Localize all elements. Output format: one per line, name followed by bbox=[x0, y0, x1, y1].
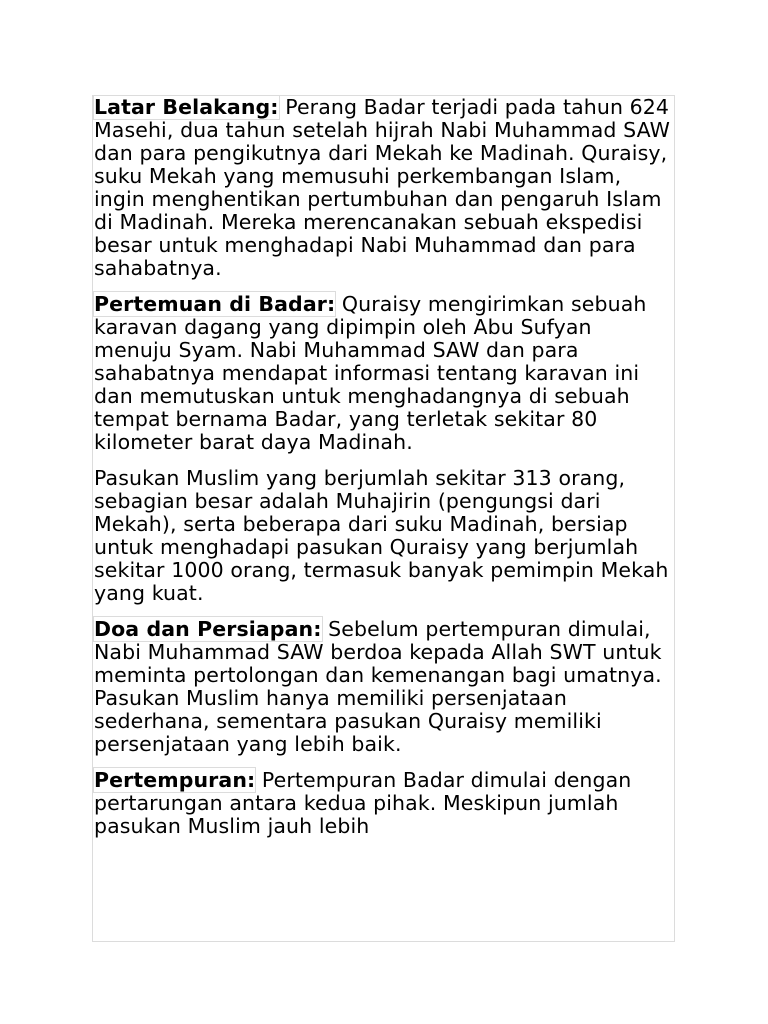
heading-pertempuran: Pertempuran: bbox=[94, 768, 256, 792]
paragraph-text: Pertempuran Badar dimulai dengan pertarungan antara kedua pihak. Meskipun jumlah pasukan Muslim jauh lebih bbox=[94, 768, 632, 838]
paragraph-text: Pasukan Muslim yang berjumlah sekitar 313 orang, sebagian besar adalah Muhajirin (pengungsi dari Mekah), serta beberapa dari suku Madinah, bersiap untuk menghadapi pasukan Quraisy yang berjumlah sekitar 1000 orang, termasuk banyak pemimpin Mekah yang kuat. bbox=[94, 466, 669, 605]
heading-latar-belakang: Latar Belakang: bbox=[94, 95, 279, 119]
paragraph-pertemuan-di-badar bbox=[94, 293, 674, 454]
paragraph-text: Sebelum pertempuran dimulai, Nabi Muhammad SAW berdoa kepada Allah SWT untuk meminta pertolongan dan kemenangan bagi umatnya. Pasukan Muslim hanya memiliki persenjataan sederhana, sementara pasukan Quraisy memiliki persenjataan yang lebih baik. bbox=[94, 617, 662, 756]
paragraph-pertempuran bbox=[94, 769, 674, 838]
paragraph-pasukan-muslim bbox=[94, 467, 674, 605]
document-page bbox=[92, 95, 675, 942]
heading-doa-dan-persiapan: Doa dan Persiapan: bbox=[94, 617, 322, 641]
paragraph-text: Quraisy mengirimkan sebuah karavan dagang yang dipimpin oleh Abu Sufyan menuju Syam. Nabi Muhammad SAW dan para sahabatnya mendapat informasi tentang karavan ini dan memutuskan untuk menghadangnya di sebuah tempat bernama Badar, yang terletak sekitar 80 kilometer barat daya Madinah. bbox=[94, 292, 647, 454]
paragraph-text: Perang Badar terjadi pada tahun 624 Masehi, dua tahun setelah hijrah Nabi Muhammad SAW dan para pengikutnya dari Mekah ke Madinah. Quraisy, suku Mekah yang memusuhi perkembangan Islam, ingin menghentikan pertumbuhan dan pengaruh Islam di Madinah. Mereka merencanakan sebuah ekspedisi besar untuk menghadapi Nabi Muhammad dan para sahabatnya. bbox=[94, 95, 670, 280]
paragraph-latar-belakang bbox=[94, 96, 674, 280]
heading-pertemuan-di-badar: Pertemuan di Badar: bbox=[94, 292, 336, 316]
paragraph-doa-dan-persiapan bbox=[94, 618, 674, 756]
document-body bbox=[94, 96, 674, 851]
